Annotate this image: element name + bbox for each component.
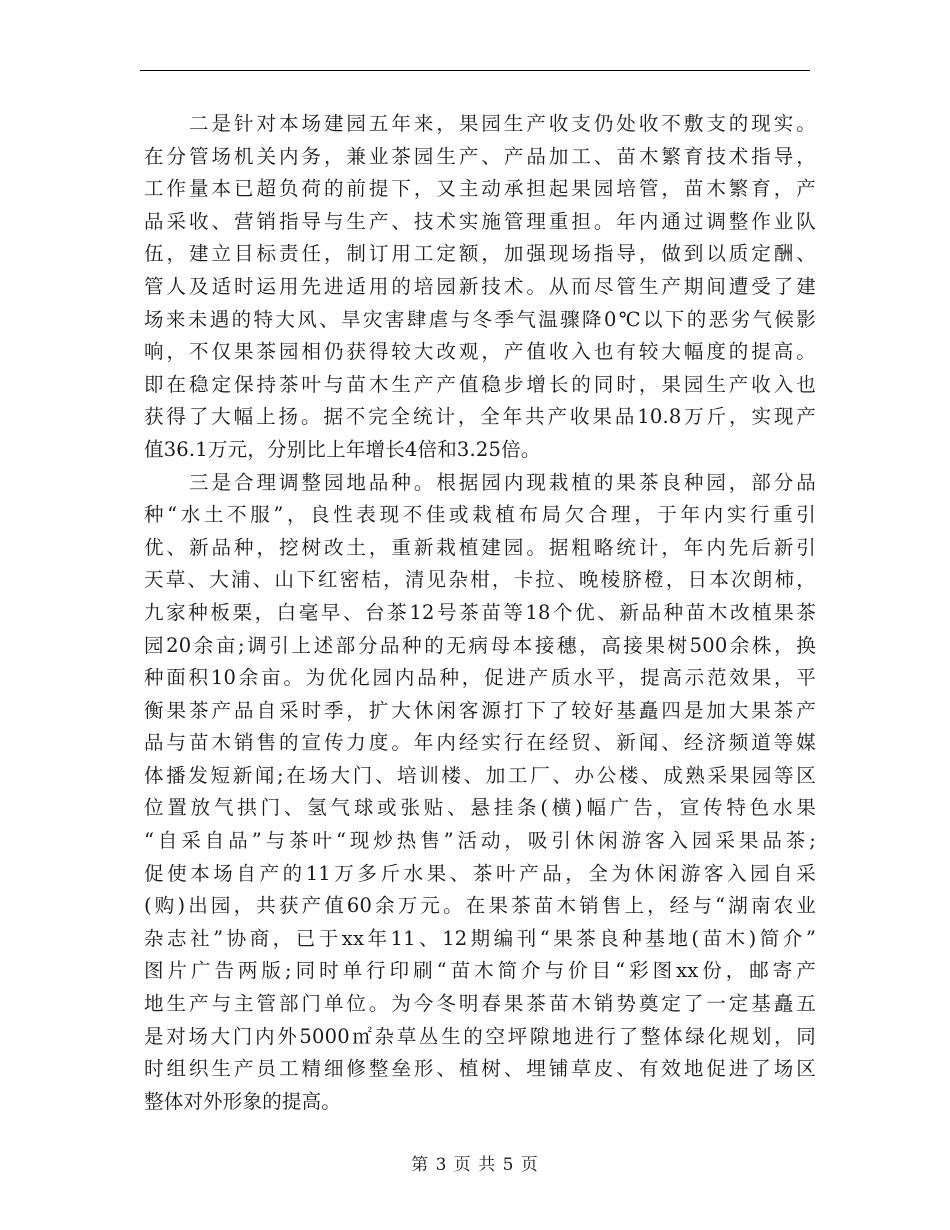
text-line: 管人及适时运用先进适用的培园新技术。从而尽管生产期间遭受了建	[144, 274, 816, 298]
text-line: 响，不仅果茶园相仍获得较大改观，产值收入也有较大幅度的提高。	[144, 340, 816, 364]
text-line: 天草、大浦、山下红密桔，清见杂柑，卡拉、晚棱脐橙，日本次朗柿，	[144, 568, 816, 592]
body-text	[144, 108, 816, 1118]
text-line: 图片广告两版;同时单行印刷“苗木简介与价目“彩图xx份，邮寄产	[144, 959, 816, 983]
text-line: 体播发短新闻;在场大门、培训楼、加工厂、办公楼、成熟采果园等区	[144, 763, 816, 787]
text-line: 九家种板栗，白毫早、台茶12号茶苗等18个优、新品种苗木改植果茶	[144, 600, 816, 624]
text-line: 场来未遇的特大风、旱灾害肆虐与冬季气温骤降0℃以下的恶劣气候影	[144, 307, 816, 331]
header-rule	[140, 70, 810, 71]
text-line: 工作量本已超负荷的前提下，又主动承担起果园培管，苗木繁育，产	[144, 177, 816, 201]
text-line: 促使本场自产的11万多斤水果、茶叶产品，全为休闲游客入园自采	[144, 861, 816, 885]
text-line: 即在稳定保持茶叶与苗木生产产值稳步增长的同时，果园生产收入也	[144, 372, 816, 396]
text-line: 伍，建立目标责任，制订用工定额，加强现场指导，做到以质定酬、	[144, 242, 816, 266]
text-line: 种面积10余亩。为优化园内品种，促进产质水平，提高示范效果，平	[144, 666, 816, 690]
text-line: (购)出园，共获产值60余万元。在果茶苗木销售上，经与“湖南农业	[144, 894, 816, 918]
text-line: 在分管场机关内务，兼业茶园生产、产品加工、苗木繁育技术指导，	[144, 144, 816, 168]
text-line: 是对场大门内外5000㎡杂草丛生的空坪隙地进行了整体绿化规划，同	[144, 1024, 816, 1048]
text-line: 获得了大幅上扬。据不完全统计，全年共产收果品10.8万斤，实现产	[144, 405, 816, 429]
text-line: 时组织生产员工精细修整垒形、植树、埋铺草皮、有效地促进了场区	[144, 1057, 816, 1081]
text-line: 优、新品种，挖树改土，重新栽植建园。据粗略统计，年内先后新引	[144, 535, 816, 559]
text-line: 三是合理调整园地品种。根据园内现栽植的果茶良种园，部分品	[144, 470, 816, 494]
text-line: “自采自品”与茶叶“现炒热售”活动，吸引休闲游客入园采果品茶;	[144, 829, 816, 853]
text-line: 园20余亩;调引上述部分品种的无病母本接穗，高接果树500余株，换	[144, 633, 816, 657]
page-footer: 第 3 页 共 5 页	[411, 1155, 539, 1175]
text-line: 品与苗木销售的宣传力度。年内经实行在经贸、新闻、经济频道等媒	[144, 731, 816, 755]
text-line: 值36.1万元，分别比上年增长4倍和3.25倍。	[144, 437, 541, 461]
text-line: 品采收、营销指导与生产、技术实施管理重担。年内通过调整作业队	[144, 209, 816, 233]
text-line: 衡果茶产品自采时季，扩大休闲客源打下了较好基矗四是加大果茶产	[144, 698, 816, 722]
text-line: 整体对外形象的提高。	[144, 1089, 342, 1113]
text-line: 杂志社”协商，已于xx年11、12期编刊“果茶良种基地(苗木)简介”	[144, 926, 816, 950]
text-line: 二是针对本场建园五年来，果园生产收支仍处收不敷支的现实。	[144, 112, 816, 135]
text-line: 种“水土不服”，良性表现不佳或栽植布局欠合理，于年内实行重引	[144, 503, 816, 527]
text-line: 位置放气拱门、氢气球或张贴、悬挂条(横)幅广告，宣传特色水果	[144, 796, 816, 820]
text-line: 地生产与主管部门单位。为今冬明春果茶苗木销势奠定了一定基矗五	[144, 992, 816, 1016]
